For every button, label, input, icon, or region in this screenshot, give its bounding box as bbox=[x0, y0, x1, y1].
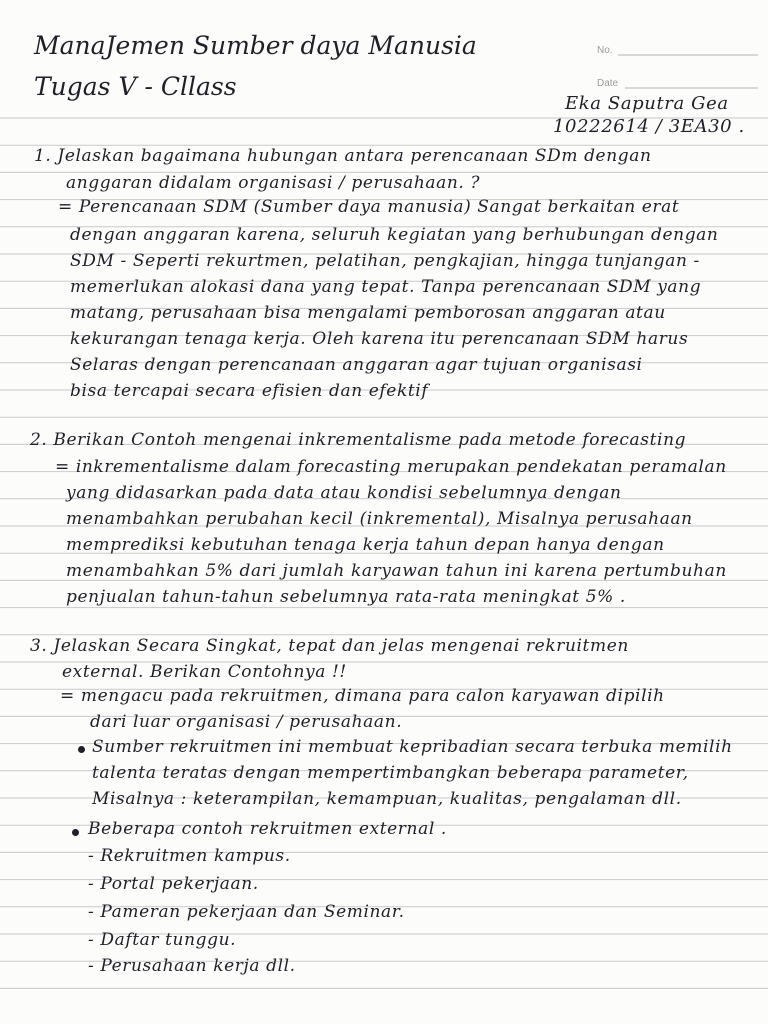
answer-1-line: kekurangan tenaga kerja. Oleh karena itu perencanaan SDM harus bbox=[70, 329, 689, 349]
date-label: Date bbox=[597, 78, 619, 89]
page-title: ManaJemen Sumber daya Manusia bbox=[34, 31, 477, 60]
no-underline bbox=[618, 54, 758, 56]
answer-3-line: talenta teratas dengan mempertimbangkan beberapa parameter, bbox=[92, 763, 689, 783]
answer-2-line: memprediksi kebutuhan tenaga kerja tahun depan hanya dengan bbox=[66, 535, 665, 555]
answer-3-line: = mengacu pada rekruitmen, dimana para calon karyawan dipilih bbox=[60, 686, 665, 706]
answer-3-line: Beberapa contoh rekruitmen external . bbox=[88, 819, 447, 839]
question-1-line: 1. Jelaskan bagaimana hubungan antara perencanaan SDm dengan bbox=[34, 146, 652, 166]
answer-1-line: bisa tercapai secara efisien dan efektif bbox=[70, 381, 429, 401]
answer-3-line: Sumber rekruitmen ini membuat kepribadian secara terbuka memilih bbox=[92, 737, 733, 757]
author-name: Eka Saputra Gea bbox=[565, 93, 729, 114]
example-item: - Portal pekerjaan. bbox=[88, 874, 259, 894]
example-item: - Perusahaan kerja dll. bbox=[88, 956, 296, 976]
example-item: - Pameran pekerjaan dan Seminar. bbox=[88, 902, 405, 922]
no-label: No. bbox=[597, 45, 613, 56]
question-3-line: external. Berikan Contohnya !! bbox=[62, 662, 347, 682]
answer-2-line: yang didasarkan pada data atau kondisi sebelumnya dengan bbox=[66, 483, 622, 503]
answer-2-line: menambahkan perubahan kecil (inkremental), Misalnya perusahaan bbox=[66, 509, 693, 529]
answer-1-line: Selaras dengan perencanaan anggaran agar tujuan organisasi bbox=[70, 355, 643, 375]
answer-1-line: memerlukan alokasi dana yang tepat. Tanpa perencanaan SDM yang bbox=[70, 277, 702, 297]
answer-2-line: penjualan tahun-tahun sebelumnya rata-rata meningkat 5% . bbox=[66, 587, 626, 607]
answer-2-line: menambahkan 5% dari jumlah karyawan tahun ini karena pertumbuhan bbox=[66, 561, 727, 581]
bullet-icon bbox=[78, 746, 85, 753]
answer-2-line: = inkrementalisme dalam forecasting merupakan pendekatan peramalan bbox=[55, 457, 727, 477]
question-1-line: anggaran didalam organisasi / perusahaan. ? bbox=[66, 173, 481, 193]
answer-1-line: = Perencanaan SDM (Sumber daya manusia) Sangat berkaitan erat bbox=[58, 197, 680, 217]
question-3-line: 3. Jelaskan Secara Singkat, tepat dan jelas mengenai rekruitmen bbox=[30, 636, 629, 656]
answer-1-line: matang, perusahaan bisa mengalami pemborosan anggaran atau bbox=[70, 303, 666, 323]
answer-1-line: SDM - Seperti rekurtmen, pelatihan, pengkajian, hingga tunjangan - bbox=[70, 251, 700, 271]
question-2-line: 2. Berikan Contoh mengenai inkrementalisme pada metode forecasting bbox=[30, 430, 687, 450]
answer-3-line: dari luar organisasi / perusahaan. bbox=[90, 712, 403, 732]
example-item: - Rekruitmen kampus. bbox=[88, 846, 291, 866]
answer-3-line: Misalnya : keterampilan, kemampuan, kualitas, pengalaman dll. bbox=[92, 789, 682, 809]
example-item: - Daftar tunggu. bbox=[88, 930, 237, 950]
date-underline bbox=[625, 87, 758, 89]
author-id: 10222614 / 3EA30 . bbox=[553, 116, 745, 137]
bullet-icon bbox=[72, 829, 79, 836]
answer-1-line: dengan anggaran karena, seluruh kegiatan yang berhubungan dengan bbox=[70, 225, 719, 245]
page-subtitle: Tugas V - Cllass bbox=[34, 72, 237, 101]
